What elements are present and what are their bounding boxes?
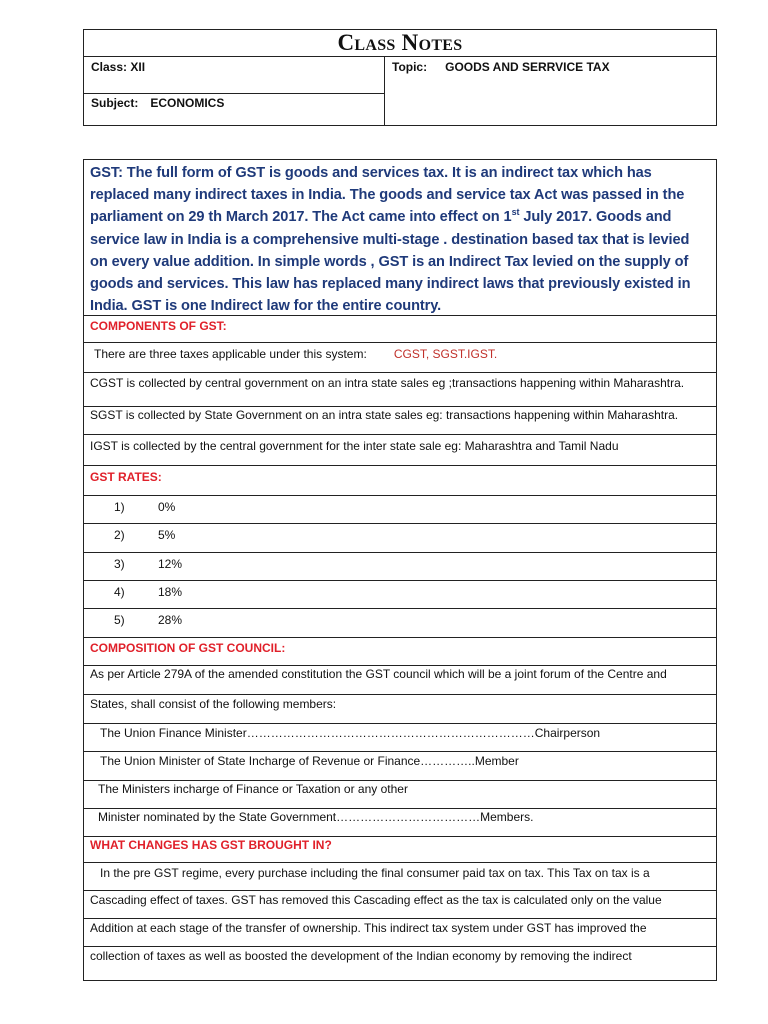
council-text: The Ministers incharge of Finance or Taxation or any other — [98, 782, 408, 796]
changes-text: Cascading effect of taxes. GST has removed this Cascading effect as the tax is calculated only on the value — [90, 893, 662, 907]
three-taxes-text: There are three taxes applicable under this system: — [94, 347, 367, 361]
subject-value: ECONOMICS — [150, 96, 225, 110]
header-divider-horizontal — [84, 93, 384, 94]
rate-row-2 — [84, 524, 716, 553]
council-heading-row — [84, 638, 716, 666]
council-text: The Union Finance Minister………………………………………………………………Chairperson — [100, 726, 601, 740]
page-title: Class Notes — [84, 30, 716, 57]
council-text: As per Article 279A of the amended constitution the GST council which will be a joint forum of the Centre and — [90, 667, 667, 681]
topic-label: Topic: — [392, 60, 428, 74]
council-line-3 — [84, 724, 716, 752]
council-line-4 — [84, 752, 716, 781]
council-heading: COMPOSITION OF GST COUNCIL: — [90, 641, 286, 655]
rate-number: 3) — [114, 557, 125, 571]
council-text: The Union Minister of State Incharge of Revenue or Finance…………..Member — [100, 754, 519, 768]
topic-field — [392, 60, 610, 74]
rate-value: 12% — [158, 557, 183, 571]
gst-intro-paragraph — [84, 160, 716, 316]
rate-value: 18% — [158, 585, 183, 599]
rate-row-3 — [84, 553, 716, 581]
rate-number: 4) — [114, 585, 125, 599]
header-divider-vertical — [384, 56, 385, 126]
cgst-row — [84, 373, 716, 407]
rate-value: 0% — [158, 500, 176, 514]
three-taxes-row — [84, 343, 716, 373]
changes-heading: WHAT CHANGES HAS GST BROUGHT IN? — [90, 838, 332, 852]
council-text: States, shall consist of the following members: — [90, 697, 337, 711]
changes-text: Addition at each stage of the transfer of ownership. This indirect tax system under GST has improved the — [90, 921, 647, 935]
rate-row-5 — [84, 609, 716, 638]
topic-value: GOODS AND SERRVICE TAX — [445, 60, 610, 74]
rate-number: 5) — [114, 613, 125, 627]
rates-heading-row — [84, 466, 716, 496]
rate-value: 28% — [158, 613, 183, 627]
igst-row — [84, 435, 716, 466]
rate-value: 5% — [158, 528, 176, 542]
council-line-6 — [84, 809, 716, 837]
council-line-5 — [84, 781, 716, 809]
components-heading-row — [84, 316, 716, 343]
subject-label: Subject: — [91, 96, 139, 110]
class-field: Class: XII — [91, 60, 146, 74]
rate-number: 2) — [114, 528, 125, 542]
intro-text-part2: July 2017. Goods and service law in India is a comprehensive multi-stage . destination based tax that is levied on every value addition. In simple words , GST is an Indirect Tax levied on the supply of goods and services. This law has replaced many indirect laws that previously existed in India. GST is one Indirect law for the entire country. — [90, 209, 691, 315]
changes-line-4 — [84, 947, 716, 980]
council-text: Minister nominated by the State Government………………………………Members. — [98, 810, 534, 824]
components-heading: COMPONENTS OF GST: — [90, 319, 227, 333]
igst-text: IGST is collected by the central government for the inter state sale eg: Maharashtra and Tamil Nadu — [90, 439, 619, 453]
changes-line-2 — [84, 891, 716, 919]
council-line-1 — [84, 666, 716, 695]
council-line-2 — [84, 695, 716, 724]
three-taxes-value: CGST, SGST.IGST. — [393, 347, 498, 361]
rate-row-4 — [84, 581, 716, 609]
changes-line-1 — [84, 863, 716, 891]
notes-table — [83, 159, 717, 981]
subject-field — [91, 96, 224, 110]
cgst-text: CGST is collected by central government on an intra state sales eg ;transactions happening within Maharashtra. — [90, 376, 685, 390]
changes-text: In the pre GST regime, every purchase including the final consumer paid tax on tax. This Tax on tax is a — [100, 866, 650, 880]
rate-row-1 — [84, 496, 716, 524]
sgst-row — [84, 407, 716, 435]
intro-text-part1: GST: The full form of GST is goods and services tax. It is an indirect tax which has replaced many indirect taxes in India. The goods and service tax Act was passed in the parliament on 29 th March 2017. The Act came into effect on 1 — [90, 165, 685, 226]
header-table — [83, 29, 717, 126]
sgst-text: SGST is collected by State Government on an intra state sales eg: transactions happening within Maharashtra. — [90, 408, 679, 422]
changes-heading-row — [84, 837, 716, 863]
changes-text: collection of taxes as well as boosted the development of the Indian economy by removing the indirect — [90, 949, 632, 963]
rates-heading: GST RATES: — [90, 470, 162, 484]
intro-superscript: st — [511, 207, 520, 218]
changes-line-3 — [84, 919, 716, 947]
rate-number: 1) — [114, 500, 125, 514]
